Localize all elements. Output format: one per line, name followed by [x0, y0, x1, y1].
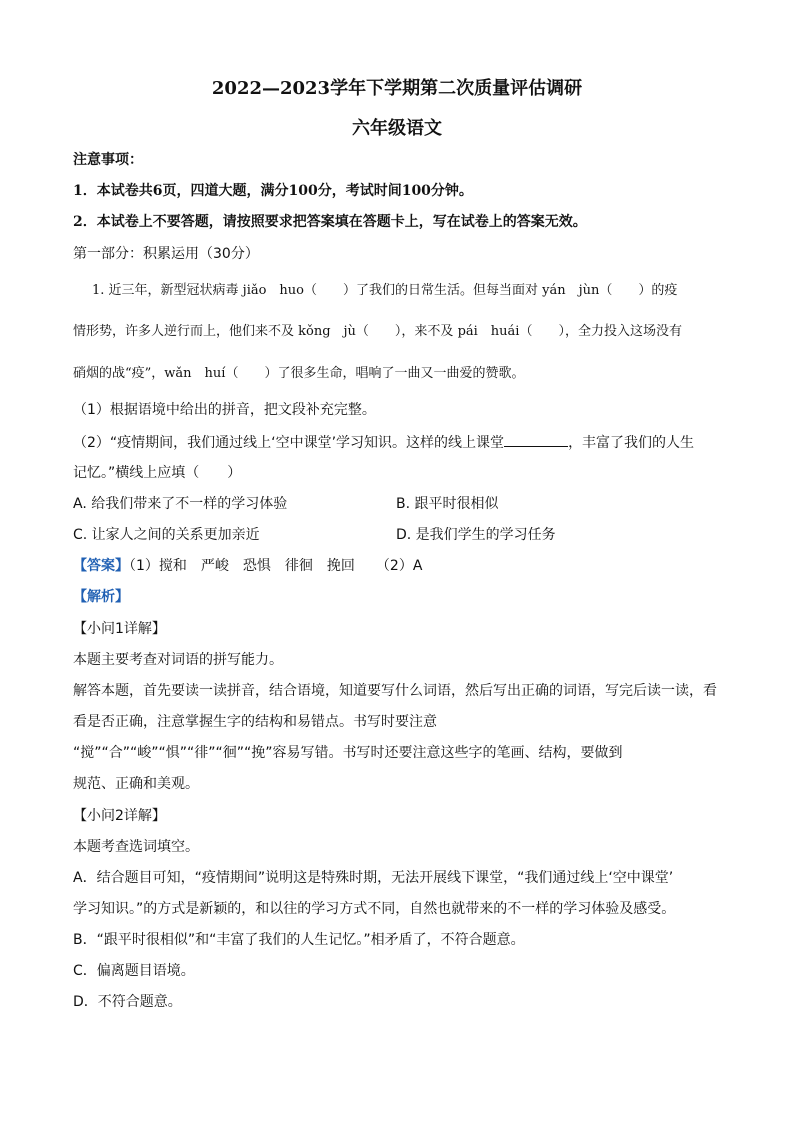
option-a: A. 给我们带来了不一样的学习体验 — [73, 496, 288, 512]
answer-line — [73, 556, 422, 576]
answer-tag: 【答案】 — [73, 558, 129, 574]
analysis-tag: 【解析】 — [73, 589, 129, 605]
notes-item-1: 1．本试卷共6页，四道大题，满分100分，考试时间100分钟。 — [73, 183, 473, 199]
q1-detail-line-5: 规范、正确和美观。 — [73, 776, 199, 792]
answer-text: （1）搅和 严峻 恐惧 徘徊 挽回 （2）A — [129, 558, 423, 574]
q2-detail-line-5: C．偏离题目语境。 — [73, 963, 195, 979]
q2-detail-line-2: A．结合题目可知，“疫情期间”说明这是特殊时期，无法开展线下课堂，“我们通过线上‘空中课堂’ — [73, 870, 674, 886]
q2-detail-line-1: 本题考查选词填空。 — [73, 839, 199, 855]
question-paragraph-line-3: 硝烟的战“疫”，wǎn huí（ ）了很多生命，唱响了一曲又一曲爱的赞歌。 — [73, 366, 525, 381]
subquestion-2-line-2: 记忆。”横线上应填（ ） — [73, 465, 242, 481]
notes-item-2: 2．本试卷上不要答题，请按照要求把答案填在答题卡上，写在试卷上的答案无效。 — [73, 214, 587, 230]
q1-detail-heading: 【小问1详解】 — [73, 621, 166, 637]
question-paragraph-line-2: 情形势，许多人逆行而上，他们来不及 kǒng jù（ ），来不及 pái huái（ ），全力投入这场没有 — [73, 324, 682, 339]
subquestion-1: （1）根据语境中给出的拼音，把文段补充完整。 — [73, 402, 376, 418]
section-heading: 第一部分：积累运用（30分） — [73, 246, 259, 262]
option-c: C. 让家人之间的关系更加亲近 — [73, 527, 260, 543]
q1-detail-line-4: “搅”“合”“峻”“惧”“徘”“徊”“挽”容易写错。书写时还要注意这些字的笔画、结构，要做到 — [73, 745, 623, 761]
q2-detail-line-6: D．不符合题意。 — [73, 994, 182, 1010]
q1-detail-line-3: 看是否正确，注意掌握生字的结构和易错点。书写时要注意 — [73, 714, 437, 730]
option-b: B. 跟平时很相似 — [396, 496, 499, 512]
q2-detail-line-4: B．“跟平时很相似”和“丰富了我们的人生记忆。”相矛盾了，不符合题意。 — [73, 932, 525, 948]
subquestion-2-text-after: ，丰富了我们的人生 — [568, 435, 695, 451]
q2-detail-heading: 【小问2详解】 — [73, 808, 166, 824]
option-d: D. 是我们学生的学习任务 — [396, 527, 556, 543]
q2-detail-line-3: 学习知识。”的方式是新颖的，和以往的学习方式不同，自然也就带来的不一样的学习体验及感受。 — [73, 901, 676, 917]
question-paragraph-line-1: 1. 近三年，新型冠状病毒 jiǎo huo（ ）了我们的日常生活。但每当面对 yán jùn（ ）的疫 — [92, 283, 678, 298]
q1-detail-line-2: 解答本题，首先要读一读拼音，结合语境，知道要写什么词语，然后写出正确的词语，写完后读一读，看 — [73, 683, 717, 699]
answer-blank-line — [504, 432, 568, 447]
exam-title: 2022—2023学年下学期第二次质量评估调研 — [211, 78, 583, 99]
subquestion-2-text-before: （2）“疫情期间，我们通过线上‘空中课堂’学习知识。这样的线上课堂 — [73, 435, 505, 451]
notes-heading: 注意事项： — [73, 152, 143, 168]
q1-detail-line-1: 本题主要考查对词语的拼写能力。 — [73, 652, 283, 668]
subquestion-2-line-1 — [73, 432, 694, 453]
exam-subtitle: 六年级语文 — [352, 118, 442, 139]
